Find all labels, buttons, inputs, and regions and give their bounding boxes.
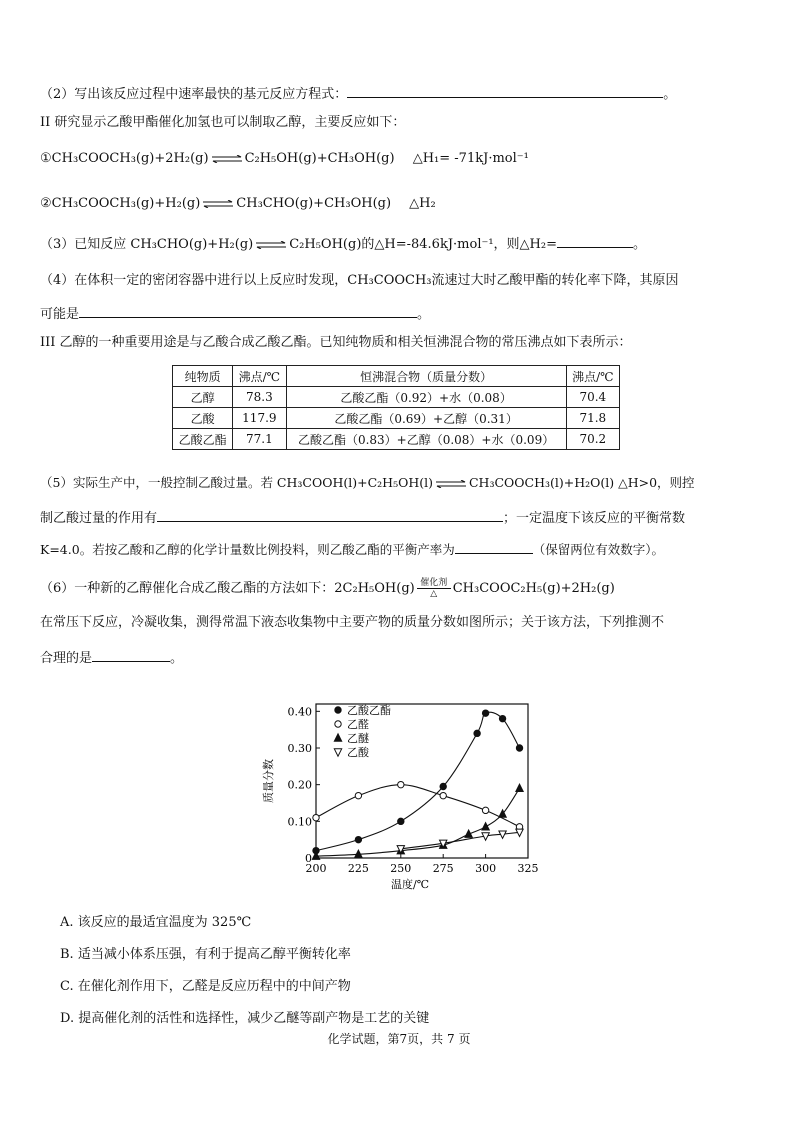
- table-header: 沸点/℃: [566, 366, 619, 387]
- y-tick-label: 0.30: [287, 742, 312, 755]
- question-6-line3: 合理的是 。: [40, 648, 183, 668]
- data-point: [313, 814, 319, 820]
- equation-2: ②CH₃COOCH₃(g)+H₂(g) CH₃CHO(g)+CH₃OH(g) △H₂: [40, 196, 436, 211]
- table-cell: 乙酸乙酯: [173, 429, 233, 450]
- question-6-line2: 在常压下反应，冷凝收集，测得常温下液态收集物中主要产物的质量分数如图所示；关于该方法，下列推测不: [40, 615, 665, 630]
- mass-fraction-chart: [260, 690, 560, 900]
- x-tick-label: 250: [390, 862, 412, 875]
- legend-label: 乙醚: [347, 732, 369, 745]
- data-point: [440, 792, 446, 798]
- table-cell: 71.8: [566, 408, 619, 429]
- question-5-line1: （5）实际生产中，一般控制乙酸过量。若 CH₃COOH(l)+C₂H₅OH(l) CH₃COOCH₃(l)+H₂O(l) △H>0，则控: [40, 475, 695, 490]
- table-cell: 乙酸乙酯（0.92）+水（0.08）: [286, 387, 566, 408]
- equilibrium-arrow-icon: [436, 480, 466, 488]
- question-2: （2）写出该反应过程中速率最快的基元反应方程式： 。: [40, 84, 676, 104]
- legend-label: 乙酸: [347, 746, 369, 759]
- answer-blank-q3[interactable]: [557, 234, 633, 248]
- table-header: 纯物质: [173, 366, 233, 387]
- legend-marker: [335, 721, 341, 727]
- y-tick-label: 0.10: [287, 815, 312, 829]
- legend-marker: [334, 734, 341, 741]
- data-point: [516, 745, 522, 751]
- x-tick-label: 275: [432, 862, 454, 875]
- option-a[interactable]: A. 该反应的最适宜温度为 325℃: [60, 915, 252, 930]
- y-tick-label: 0.20: [287, 778, 312, 792]
- table-header: 恒沸混合物（质量分数）: [286, 366, 566, 387]
- data-point: [482, 710, 488, 716]
- table-cell: 70.2: [566, 429, 619, 450]
- page-footer: 化学试题，第7页，共 7 页: [327, 1032, 471, 1046]
- series-line: [316, 788, 520, 856]
- table-header: 沸点/℃: [233, 366, 286, 387]
- x-axis-label: 温度/℃: [390, 878, 430, 891]
- equilibrium-arrow-icon: [203, 200, 233, 208]
- table-row: [173, 408, 620, 429]
- data-point: [499, 715, 505, 721]
- catalyst-condition: 催化剂 △: [417, 578, 451, 599]
- question-5-line2: 制乙酸过量的作用有 ；一定温度下该反应的平衡常数: [40, 508, 685, 528]
- answer-blank-q6[interactable]: [92, 648, 170, 662]
- data-point: [474, 730, 480, 736]
- answer-blank-q5b[interactable]: [455, 540, 533, 554]
- y-tick-label: 0.40: [287, 705, 312, 719]
- question-4-line2: 可能是 。: [40, 304, 430, 324]
- legend-marker: [335, 707, 341, 713]
- question-6-line1: （6）一种新的乙醇催化合成乙酸乙酯的方法如下：2C₂H₅OH(g) 催化剂 △ CH₃COOC₂H₅(g)+2H₂(g): [40, 578, 615, 599]
- data-point: [482, 807, 488, 813]
- legend-label: 乙醛: [347, 718, 369, 731]
- question-3: （3）已知反应 CH₃CHO(g)+H₂(g) C₂H₅OH(g)的△H=-84.6kJ·mol⁻¹，则△H₂= 。: [40, 234, 646, 254]
- answer-blank-q5a[interactable]: [157, 508, 503, 522]
- data-point: [482, 823, 489, 830]
- table-cell: 乙酸乙酯（0.69）+乙醇（0.31）: [286, 408, 566, 429]
- section-iii-heading: III 乙醇的一种重要用途是与乙酸合成乙酸乙酯。已知纯物质和相关恒沸混合物的常压沸点如下表所示：: [40, 335, 632, 350]
- legend-marker: [334, 749, 341, 756]
- table-cell: 乙酸乙酯（0.83）+乙醇（0.08）+水（0.09）: [286, 429, 566, 450]
- section-ii-heading: II 研究显示乙酸甲酯催化加氢也可以制取乙醇，主要反应如下：: [40, 115, 406, 130]
- data-point: [398, 818, 404, 824]
- table-cell: 117.9: [233, 408, 286, 429]
- table-cell: 77.1: [233, 429, 286, 450]
- data-point: [516, 784, 523, 791]
- table-cell: 乙酸: [173, 408, 233, 429]
- table-cell: 78.3: [233, 387, 286, 408]
- data-point: [355, 792, 361, 798]
- equilibrium-arrow-icon: [212, 155, 242, 163]
- x-tick-label: 300: [475, 862, 497, 875]
- table-cell: 70.4: [566, 387, 619, 408]
- boiling-point-table: [172, 365, 620, 450]
- table-header-row: [173, 366, 620, 387]
- table-row: [173, 387, 620, 408]
- answer-blank-q2[interactable]: [347, 84, 663, 98]
- table-cell: 乙醇: [173, 387, 233, 408]
- series-line: [316, 785, 520, 827]
- question-5-line3: K=4.0。若按乙酸和乙醇的化学计量数比例投料，则乙酸乙酯的平衡产率为 （保留两位有效数字）。: [40, 542, 664, 557]
- data-point: [398, 781, 404, 787]
- equilibrium-arrow-icon: [256, 241, 286, 249]
- equation-1: ①CH₃COOCH₃(g)+2H₂(g) C₂H₅OH(g)+CH₃OH(g) △H₁= -71kJ·mol⁻¹: [40, 151, 529, 166]
- legend-label: 乙酸乙酯: [347, 704, 391, 717]
- data-point: [355, 836, 361, 842]
- table-row: [173, 429, 620, 450]
- option-d[interactable]: D. 提高催化剂的活性和选择性，减少乙醚等副产物是工艺的关键: [60, 1011, 430, 1026]
- option-b[interactable]: B. 适当减小体系压强，有利于提高乙醇平衡转化率: [60, 947, 351, 962]
- y-tick-label: 0: [305, 852, 312, 865]
- x-tick-label: 325: [517, 862, 539, 875]
- data-point: [440, 783, 446, 789]
- x-tick-label: 200: [305, 862, 327, 875]
- x-tick-label: 225: [347, 862, 369, 875]
- question-4-line1: （4）在体积一定的密闭容器中进行以上反应时发现，CH₃COOCH₃流速过大时乙酸甲酯的转化率下降，其原因: [40, 273, 679, 288]
- answer-blank-q4[interactable]: [79, 304, 417, 318]
- option-c[interactable]: C. 在催化剂作用下，乙醛是反应历程中的中间产物: [60, 979, 351, 994]
- y-axis-label: 质量分数: [262, 759, 275, 803]
